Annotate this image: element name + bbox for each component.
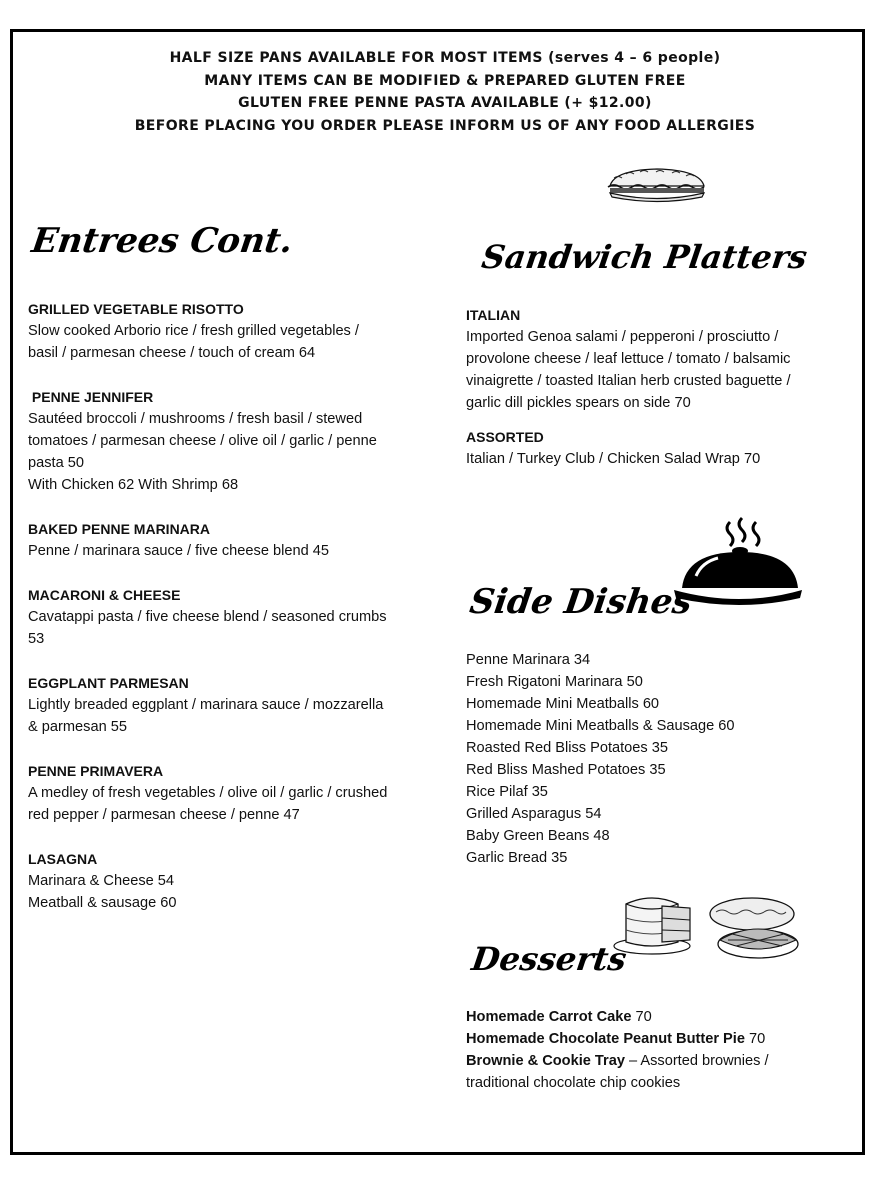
menu-item: [28, 672, 438, 738]
item-title: EGGPLANT PARMESAN: [28, 675, 189, 691]
dessert-name: Homemade Carrot Cake: [466, 1009, 632, 1025]
item-title: ASSORTED: [466, 429, 544, 445]
item-desc: red pepper / parmesan cheese / penne 47: [28, 807, 300, 823]
item-desc: Marinara & Cheese 54: [28, 873, 175, 889]
item-title: ITALIAN: [466, 307, 521, 323]
item-title: MACARONI & CHEESE: [28, 587, 181, 603]
item-desc: basil / parmesan cheese / touch of cream 64: [28, 345, 316, 361]
item-desc: Lightly breaded eggplant / marinara sauce / mozzarella: [28, 697, 384, 713]
item-desc: Meatball & sausage 60: [28, 895, 177, 911]
desserts-heading: Desserts: [469, 940, 629, 978]
dessert-name: Brownie & Cookie Tray: [466, 1053, 625, 1069]
menu-item: [28, 584, 438, 650]
item-desc: A medley of fresh vegetables / olive oil / garlic / crushed: [28, 785, 388, 801]
item-desc: With Chicken 62 With Shrimp 68: [28, 477, 239, 493]
item-desc: Italian / Turkey Club / Chicken Salad Wrap 70: [466, 451, 761, 467]
list-item: Rice Pilaf 35: [466, 784, 548, 800]
item-title: GRILLED VEGETABLE RISOTTO: [28, 301, 244, 317]
list-item: Baby Green Beans 48: [466, 828, 610, 844]
item-desc: pasta 50: [28, 455, 84, 471]
notice-line: BEFORE PLACING YOU ORDER PLEASE INFORM US OF ANY FOOD ALLERGIES: [134, 117, 756, 134]
list-item: Roasted Red Bliss Potatoes 35: [466, 740, 668, 756]
sandwich-list: [466, 304, 846, 470]
menu-item: [466, 426, 846, 470]
notice-line: MANY ITEMS CAN BE MODIFIED & PREPARED GLUTEN FREE: [204, 72, 686, 89]
item-desc: Slow cooked Arborio rice / fresh grilled vegetables /: [28, 323, 359, 339]
notice-block: [0, 47, 890, 137]
list-item: Fresh Rigatoni Marinara 50: [466, 674, 643, 690]
menu-item: [28, 386, 438, 496]
list-item: Red Bliss Mashed Potatoes 35: [466, 762, 666, 778]
item-desc: garlic dill pickles spears on side 70: [466, 395, 691, 411]
notice-line: GLUTEN FREE PENNE PASTA AVAILABLE (+ $12.00): [238, 95, 652, 111]
item-title: PENNE JENNIFER: [28, 389, 154, 405]
list-item: Homemade Mini Meatballs 60: [466, 696, 660, 712]
item-title: PENNE PRIMAVERA: [28, 763, 164, 779]
sandwich-icon: [606, 164, 708, 206]
entrees-heading: Entrees Cont.: [29, 221, 296, 261]
sides-list: [466, 649, 846, 869]
dessert-desc: traditional chocolate chip cookies: [466, 1075, 681, 1091]
sides-heading: Side Dishes: [467, 582, 695, 622]
item-title: LASAGNA: [28, 851, 98, 867]
dessert-desc: – Assorted brownies /: [624, 1053, 769, 1069]
item-desc: tomatoes / parmesan cheese / olive oil / garlic / penne: [28, 433, 377, 449]
item-desc: Cavatappi pasta / five cheese blend / seasoned crumbs: [28, 609, 387, 625]
entrees-list: [28, 298, 438, 914]
list-item: [466, 1050, 856, 1072]
sandwich-heading: Sandwich Platters: [479, 238, 810, 276]
dessert-price: 70: [744, 1031, 766, 1047]
notice-line: HALF SIZE PANS AVAILABLE FOR MOST ITEMS (serves 4 – 6 people): [169, 50, 721, 66]
item-desc: 53: [28, 631, 45, 647]
menu-item: [28, 298, 438, 364]
item-title: BAKED PENNE MARINARA: [28, 521, 211, 537]
item-desc: Penne / marinara sauce / five cheese blend 45: [28, 543, 329, 559]
menu-item: [28, 760, 438, 826]
item-desc: provolone cheese / leaf lettuce / tomato / balsamic: [466, 351, 791, 367]
item-desc: Imported Genoa salami / pepperoni / prosciutto /: [466, 329, 779, 345]
list-item: [466, 1006, 856, 1028]
item-desc: Sautéed broccoli / mushrooms / fresh basil / stewed: [28, 411, 363, 427]
menu-item: [28, 848, 438, 914]
cake-and-pie-icon: [612, 884, 802, 970]
menu-item: [466, 304, 846, 414]
item-desc: vinaigrette / toasted Italian herb crusted baguette /: [466, 373, 791, 389]
list-item: [466, 1028, 856, 1050]
menu-item: [28, 518, 438, 562]
desserts-list: [466, 1006, 856, 1094]
list-item: Penne Marinara 34: [466, 652, 591, 668]
list-item: Homemade Mini Meatballs & Sausage 60: [466, 718, 735, 734]
list-item: Garlic Bread 35: [466, 850, 568, 866]
dessert-price: 70: [631, 1009, 652, 1025]
list-item: Grilled Asparagus 54: [466, 806, 602, 822]
item-desc: & parmesan 55: [28, 719, 127, 735]
dessert-name: Homemade Chocolate Peanut Butter Pie: [466, 1031, 745, 1047]
